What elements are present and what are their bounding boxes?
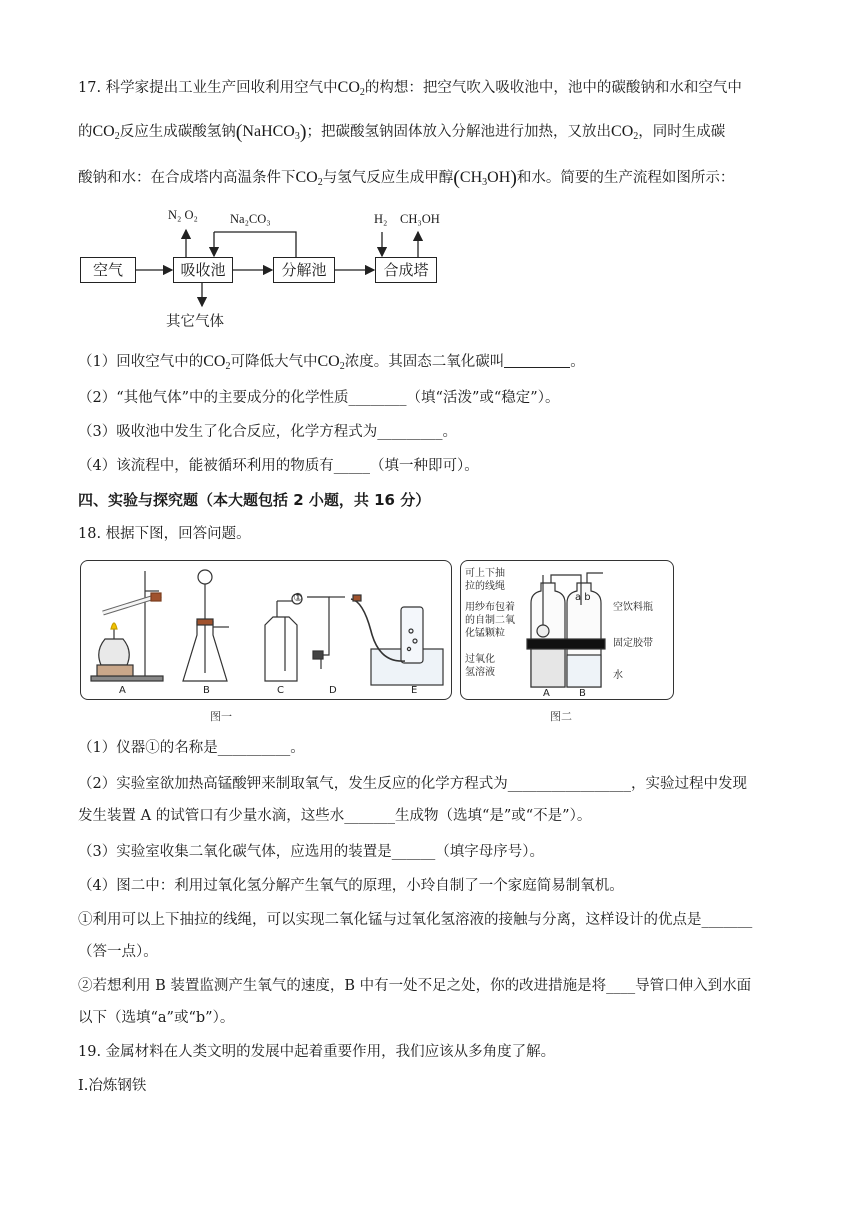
label-water: 水 [613, 670, 623, 681]
q17-sub3: （3）吸收池中发生了化合反应，化学方程式为_________。 [78, 424, 457, 440]
ch3oh-formula: $CH_3OH$ [459, 169, 511, 188]
q18-sub4-2-line2: 以下（选填“a”或“b”）。 [78, 1010, 235, 1026]
label-ch3oh: CH₃OH [400, 212, 440, 226]
q19-intro: 19. 金属材料在人类文明的发展中起着重要作用，我们应该从多角度了解。 [78, 1044, 556, 1060]
label-h2: H₂ [374, 212, 388, 226]
q18-intro: 18. 根据下图，回答问题。 [78, 526, 251, 542]
box-air: 空气 [80, 257, 136, 283]
label-other-gas: 其它气体 [166, 314, 224, 330]
figure-two-caption: 图二 [550, 710, 572, 723]
lab-apparatus-drawing [81, 561, 453, 701]
q18-sub3: （3）实验室收集二氧化碳气体，应选用的装置是______（填字母序号）。 [78, 844, 544, 860]
fig1-label-d: D [329, 685, 337, 696]
box-synthesis-tower: 合成塔 [375, 257, 437, 283]
q18-sub2-line2: 发生装置 A 的试管口有少量水滴，这些水_______生成物（选填“是”或“不是”）。 [78, 808, 592, 824]
q17-sub2: （2）“其他气体”中的主要成分的化学性质________（填“活泼”或“稳定”）。 [78, 390, 560, 406]
q18-sub4: （4）图二中：利用过氧化氢分解产生氧气的原理，小玲自制了一个家庭简易制氧机。 [78, 878, 624, 894]
q17-sub4: （4）该流程中，能被循环利用的物质有_____（填一种即可）。 [78, 458, 479, 474]
label-bottle: 空饮料瓶 [613, 602, 653, 613]
fig1-label-a: A [119, 685, 126, 696]
fig1-label-e: E [411, 685, 418, 696]
label-mno2-line2: 的自制二氧 [465, 615, 515, 626]
answer-blank[interactable] [504, 353, 570, 368]
q18-sub4-1-line2: （答一点）。 [78, 944, 158, 960]
label-ab: a b [575, 592, 591, 603]
figure-one-apparatus [80, 560, 452, 700]
marker-circled-one: ① [293, 591, 303, 604]
box-decomposition-pool: 分解池 [273, 257, 335, 283]
q18-sub4-2-line1: ②若想利用 B 装置监测产生氧气的速度，B 中有一处不足之处，你的改进措施是将____导管口伸入到水面 [78, 978, 752, 994]
label-rope-line2: 拉的线绳 [465, 581, 505, 592]
nahco3-formula: NaHCO$_3$ [242, 123, 300, 142]
figure-two-oxygen-generator [460, 560, 674, 700]
label-rope-line1: 可上下抽 [465, 568, 505, 579]
q17-sub1: （1）回收空气中的$CO_2$可降低大气中$CO_2$浓度。其固态二氧化碳叫 。 [78, 353, 585, 372]
q18-sub2-line1: （2）实验室欲加热高锰酸钾来制取氧气，发生反应的化学方程式为_________________，实验过程中发现 [78, 776, 747, 792]
q17-line2: 的$CO_2$反应生成碳酸氢钠(NaHCO$_3$)；把碳酸氢钠固体放入分解池进行加热，又放出$CO_2$，同时生成碳 [78, 121, 726, 143]
q17-line1: 17. 科学家提出工业生产回收利用空气中$CO_2$的构想：把空气吹入吸收池中，池中的碳酸钠和水和空气中 [78, 79, 742, 98]
fig1-label-c: C [277, 685, 284, 696]
q17-line3: 酸钠和水：在合成塔内高温条件下$CO_2$与氢气反应生成甲醇$(CH_3OH)$和水。简要的生产流程如图所示： [78, 167, 735, 189]
label-h2o2-line1: 过氧化 [465, 654, 495, 665]
label-tape: 固定胶带 [613, 638, 653, 649]
label-mno2-line3: 化锰颗粒 [465, 628, 505, 639]
label-bottle-a: A [543, 688, 550, 699]
label-na2co3: Na₂CO₃ [230, 212, 271, 226]
q19-part1-heading: I.冶炼钢铁 [78, 1078, 147, 1094]
label-mno2-line1: 用纱布包着 [465, 602, 515, 613]
co2-formula: $CO_2$ [337, 79, 365, 98]
fig1-label-b: B [203, 685, 210, 696]
q18-sub4-1-line1: ①利用可以上下抽拉的线绳，可以实现二氧化锰与过氧化氢溶液的接触与分离，这样设计的优点是_______ [78, 912, 753, 928]
q18-sub1: （1）仪器①的名称是__________。 [78, 740, 305, 756]
section-heading: 四、实验与探究题（本大题包括 2 小题，共 16 分） [78, 491, 431, 509]
box-absorption-pool: 吸收池 [173, 257, 233, 283]
label-h2o2-line2: 氢溶液 [465, 667, 495, 678]
production-flow-diagram [78, 204, 458, 332]
label-n2-o2: N₂ O₂ [168, 208, 198, 222]
label-bottle-b: B [579, 688, 586, 699]
figure-one-caption: 图一 [210, 710, 232, 723]
